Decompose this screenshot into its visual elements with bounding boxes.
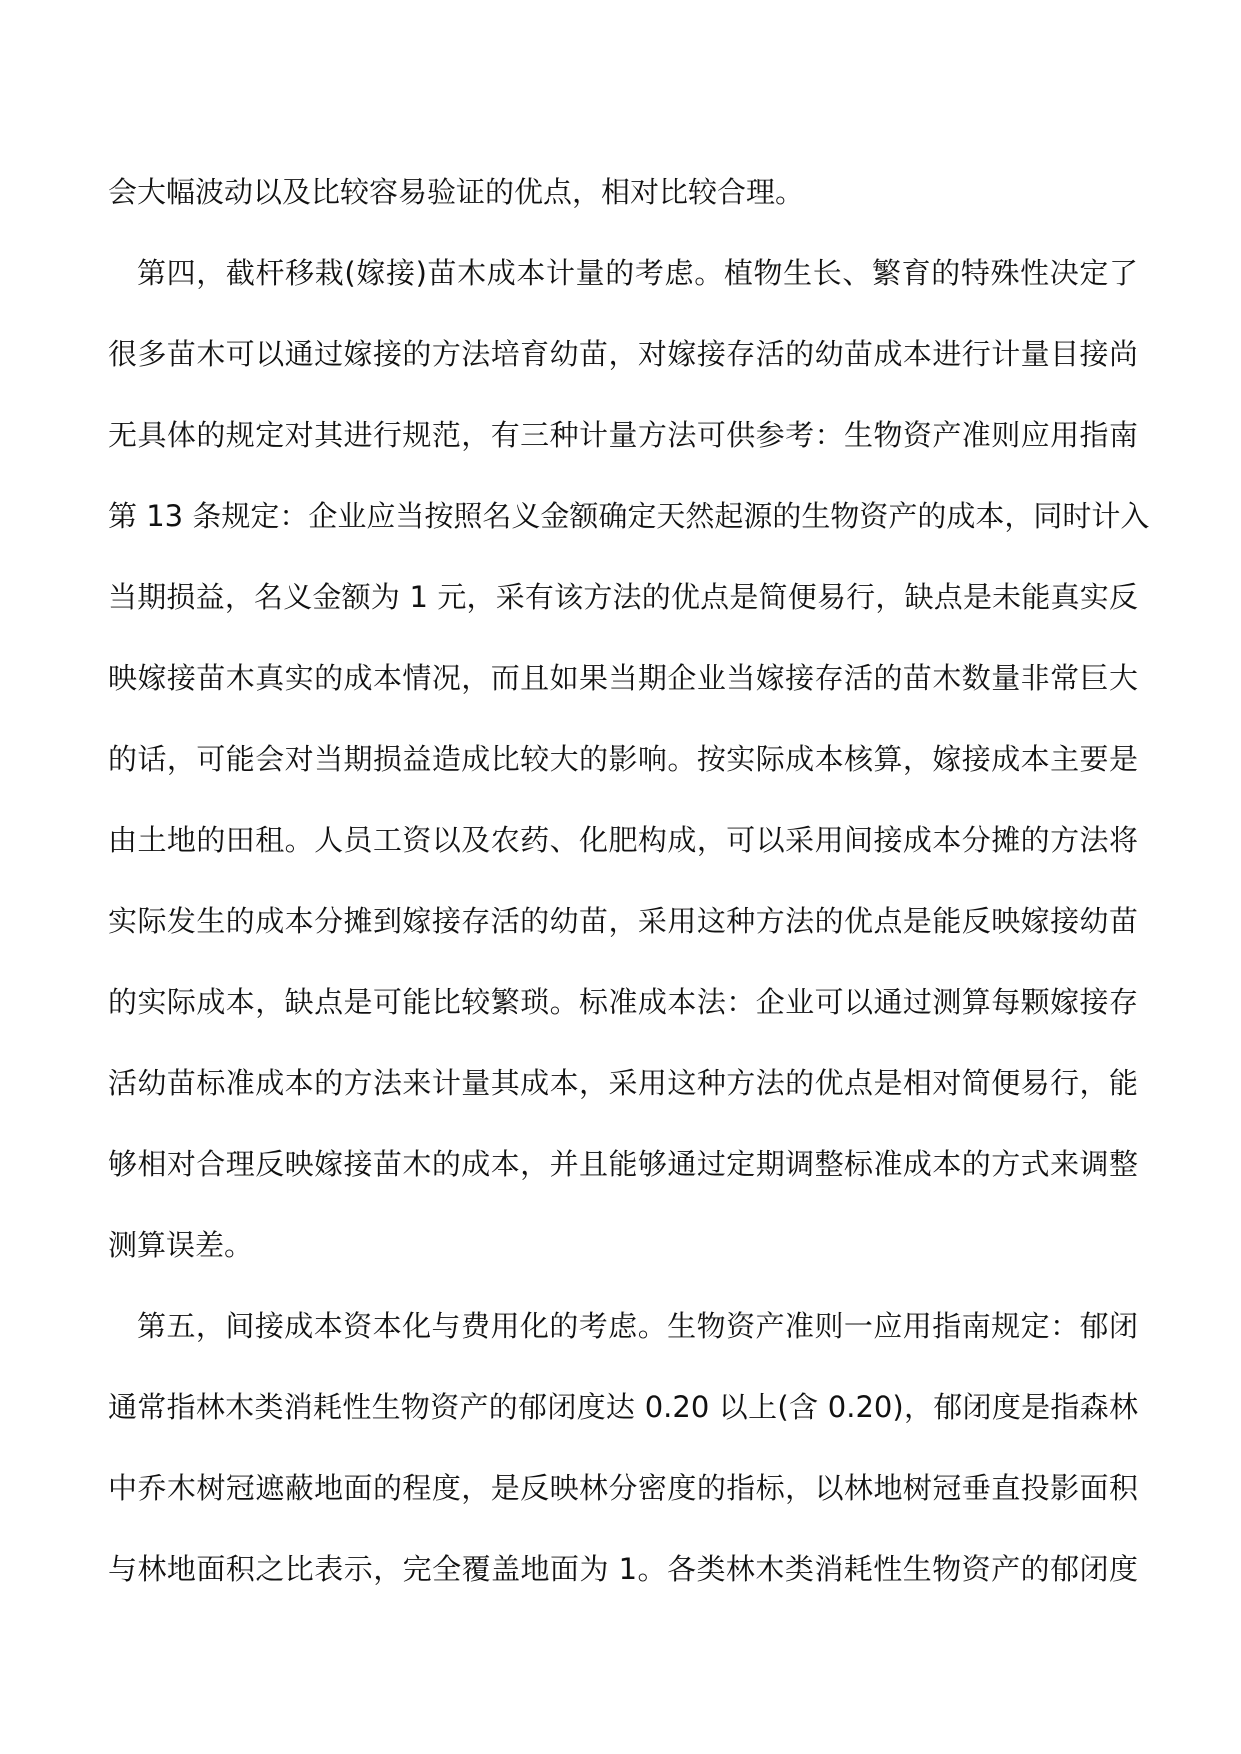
text-line: 由土地的田租。人员工资以及农药、化肥构成，可以采用间接成本分摊的方法将 <box>108 823 1138 857</box>
text-line: 无具体的规定对其进行规范，有三种计量方法可供参考：生物资产准则应用指南 <box>108 418 1138 452</box>
paragraph-5-first-line: 第五，间接成本资本化与费用化的考虑。生物资产准则一应用指南规定：郁闭 <box>137 1309 1138 1343</box>
text-line: 第 13 条规定：企业应当按照名义金额确定天然起源的生物资产的成本，同时计入 <box>108 499 1150 533</box>
text-line: 实际发生的成本分摊到嫁接存活的幼苗，采用这种方法的优点是能反映嫁接幼苗 <box>108 904 1138 938</box>
text-line: 会大幅波动以及比较容易验证的优点，相对比较合理。 <box>108 175 805 209</box>
text-line: 的实际成本，缺点是可能比较繁琐。标准成本法：企业可以通过测算每颗嫁接存 <box>108 985 1138 1019</box>
text-line: 与林地面积之比表示，完全覆盖地面为 1。各类林木类消耗性生物资产的郁闭度 <box>108 1552 1138 1586</box>
text-line: 映嫁接苗木真实的成本情况，而且如果当期企业当嫁接存活的苗木数量非常巨大 <box>108 661 1138 695</box>
text-line: 很多苗木可以通过嫁接的方法培育幼苗，对嫁接存活的幼苗成本进行计量目接尚 <box>108 337 1138 371</box>
text-line: 中乔木树冠遮蔽地面的程度，是反映林分密度的指标，以林地树冠垂直投影面积 <box>108 1471 1138 1505</box>
text-line: 够相对合理反映嫁接苗木的成本，并且能够通过定期调整标准成本的方式来调整 <box>108 1147 1138 1181</box>
paragraph-4-first-line: 第四，截杆移栽(嫁接)苗木成本计量的考虑。植物生长、繁育的特殊性决定了 <box>137 256 1138 290</box>
text-line: 的话，可能会对当期损益造成比较大的影响。按实际成本核算，嫁接成本主要是 <box>108 742 1138 776</box>
text-line: 通常指林木类消耗性生物资产的郁闭度达 0.20 以上(含 0.20)，郁闭度是指森林 <box>108 1390 1138 1424</box>
text-line: 测算误差。 <box>108 1228 254 1262</box>
text-line: 当期损益，名义金额为 1 元，采有该方法的优点是简便易行，缺点是未能真实反 <box>108 580 1138 614</box>
text-line: 活幼苗标准成本的方法来计量其成本，采用这种方法的优点是相对简便易行，能 <box>108 1066 1138 1100</box>
body-text <box>108 167 1150 1625</box>
